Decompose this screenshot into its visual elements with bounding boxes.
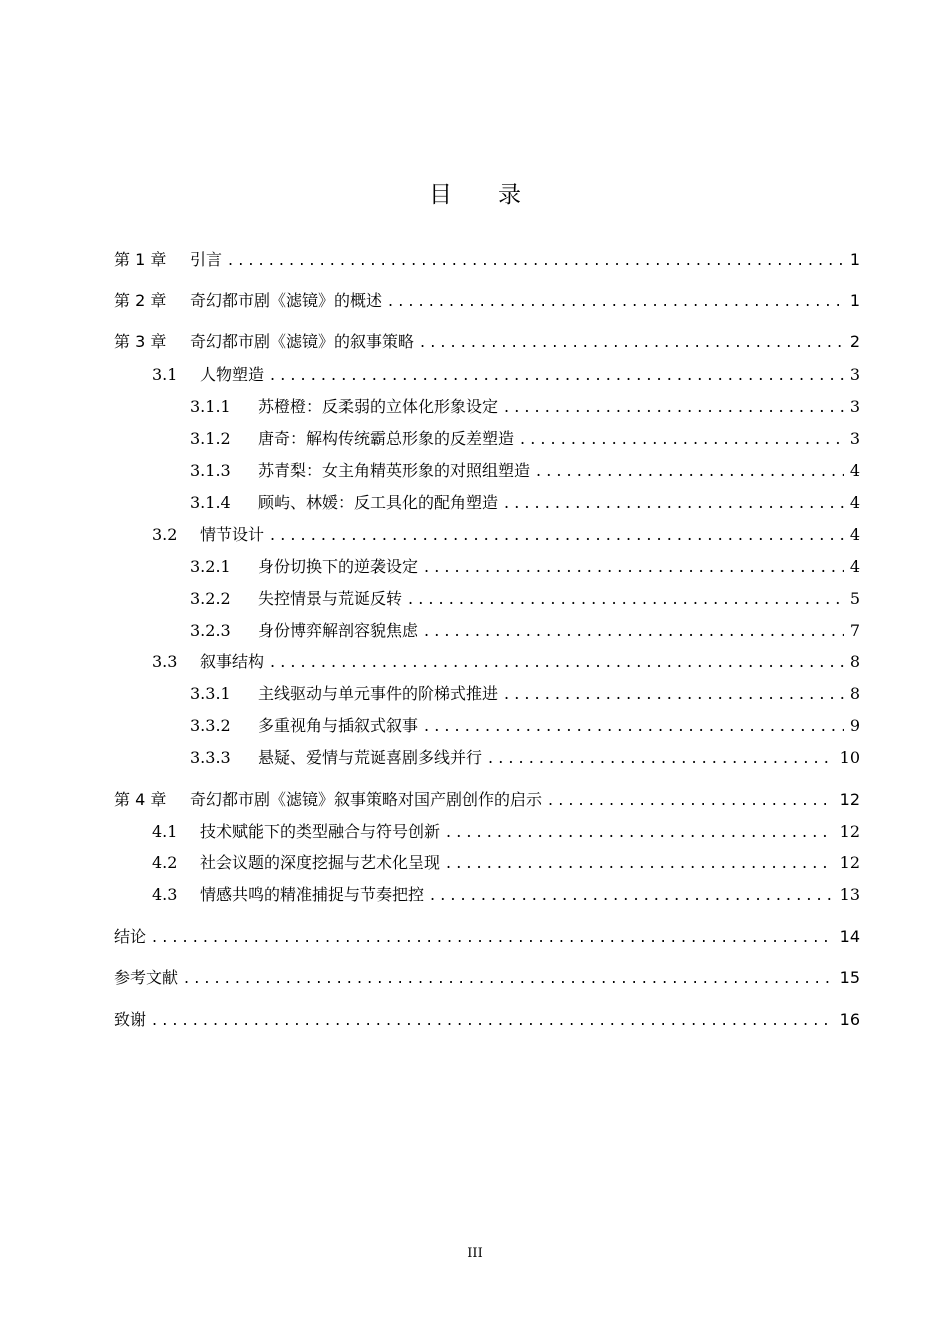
dot-leader: [446, 820, 834, 844]
toc-entry[interactable]: [114, 363, 860, 387]
toc-entry-page: 12: [839, 790, 860, 809]
toc-entry-number: 3.3: [152, 652, 178, 671]
toc-entry-number: 3.2.2: [190, 589, 231, 608]
toc-entry-page: 8: [849, 684, 860, 703]
toc-entry-text: 致谢: [114, 1010, 147, 1029]
toc-entry-text: 身份博弈解剖容貌焦虑: [258, 621, 419, 640]
dot-leader: [388, 289, 844, 313]
toc-entry-text: 顾屿、林媛：反工具化的配角塑造: [258, 493, 499, 512]
toc-entry[interactable]: [114, 523, 860, 547]
toc-entry-number: 4.1: [152, 822, 178, 841]
toc-entry-text: 苏橙橙：反柔弱的立体化形象设定: [258, 397, 499, 416]
toc-entry-page: 4: [849, 557, 860, 576]
toc-entry-text: 结论: [114, 927, 147, 946]
dot-leader: [424, 714, 844, 738]
dot-leader: [228, 248, 844, 272]
toc-entry-number: 3.2.3: [190, 621, 231, 640]
dot-leader: [446, 851, 834, 875]
toc-entry-page: 14: [839, 927, 860, 946]
toc-entry-text: 奇幻都市剧《滤镜》的概述: [190, 291, 383, 310]
toc-entry[interactable]: [114, 248, 860, 272]
toc-entry-text: 引言: [190, 250, 223, 269]
dot-leader: [270, 363, 844, 387]
toc-entry-page: 10: [839, 748, 860, 767]
toc-entry[interactable]: [114, 587, 860, 611]
dot-leader: [408, 587, 844, 611]
toc-entry-page: 15: [839, 968, 860, 987]
toc-entry-text: 奇幻都市剧《滤镜》的叙事策略: [190, 332, 415, 351]
toc-entry-number: 3.3.2: [190, 716, 231, 735]
toc-entry-page: 7: [849, 621, 860, 640]
dot-leader: [152, 1008, 834, 1032]
toc-entry-text: 参考文献: [114, 968, 179, 987]
page-number: III: [467, 1246, 483, 1261]
toc-entry-page: 8: [849, 652, 860, 671]
dot-leader: [520, 427, 844, 451]
toc-entry[interactable]: [114, 555, 860, 579]
dot-leader: [152, 925, 834, 949]
toc-title: 目录: [429, 182, 567, 208]
toc-entry-page: 2: [849, 332, 860, 351]
toc-entry-text: 情节设计: [200, 525, 265, 544]
toc-entry-text: 社会议题的深度挖掘与艺术化呈现: [200, 853, 441, 872]
toc-entry-page: 16: [839, 1010, 860, 1029]
toc-entry-text: 多重视角与插叙式叙事: [258, 716, 419, 735]
dot-leader: [424, 555, 844, 579]
toc-entry-page: 9: [849, 716, 860, 735]
toc-entry-text: 苏青梨：女主角精英形象的对照组塑造: [258, 461, 531, 480]
toc-entry-page: 1: [849, 250, 860, 269]
toc-entry-page: 3: [849, 397, 860, 416]
toc-entry[interactable]: [114, 330, 860, 354]
toc-entry-text: 唐奇：解构传统霸总形象的反差塑造: [258, 429, 515, 448]
toc-entry-text: 失控情景与荒诞反转: [258, 589, 403, 608]
toc-entry[interactable]: [114, 925, 860, 949]
toc-entry-page: 1: [849, 291, 860, 310]
toc-entry[interactable]: [114, 1008, 860, 1032]
toc-entry-text: 主线驱动与单元事件的阶梯式推进: [258, 684, 499, 703]
toc-entry-text: 技术赋能下的类型融合与符号创新: [200, 822, 441, 841]
toc-entry[interactable]: [114, 650, 860, 674]
toc-entry-number: 4.2: [152, 853, 178, 872]
dot-leader: [424, 619, 844, 643]
toc-entry[interactable]: [114, 883, 860, 907]
toc-entry-page: 4: [849, 461, 860, 480]
toc-entry-number: 3.1.3: [190, 461, 231, 480]
toc-entry[interactable]: [114, 395, 860, 419]
toc-entry-number: 第 4 章: [114, 790, 167, 809]
toc-entry[interactable]: [114, 459, 860, 483]
toc-entry-text: 身份切换下的逆袭设定: [258, 557, 419, 576]
toc-entry-number: 第 3 章: [114, 332, 167, 351]
toc-entry[interactable]: [114, 746, 860, 770]
toc-entry-number: 3.1.4: [190, 493, 231, 512]
toc-entry[interactable]: [114, 682, 860, 706]
toc-entry-number: 3.1.2: [190, 429, 231, 448]
toc-entry-text: 叙事结构: [200, 652, 265, 671]
dot-leader: [504, 682, 844, 706]
toc-entry[interactable]: [114, 851, 860, 875]
dot-leader: [488, 746, 834, 770]
dot-leader: [184, 966, 834, 990]
toc-entry-number: 3.2: [152, 525, 178, 544]
toc-entry-page: 13: [839, 885, 860, 904]
toc-entry[interactable]: [114, 714, 860, 738]
dot-leader: [430, 883, 834, 907]
toc-entry-page: 4: [849, 525, 860, 544]
toc-entry-number: 3.1: [152, 365, 178, 384]
toc-entry[interactable]: [114, 427, 860, 451]
toc-entry[interactable]: [114, 619, 860, 643]
toc-entry[interactable]: [114, 289, 860, 313]
dot-leader: [270, 523, 844, 547]
toc-entry-number: 3.2.1: [190, 557, 231, 576]
toc-entry-text: 人物塑造: [200, 365, 265, 384]
toc-entry-number: 第 1 章: [114, 250, 167, 269]
toc-entry-number: 第 2 章: [114, 291, 167, 310]
dot-leader: [548, 788, 834, 812]
toc-entry-number: 3.3.1: [190, 684, 231, 703]
toc-entry-page: 4: [849, 493, 860, 512]
toc-entry[interactable]: [114, 491, 860, 515]
toc-entry-page: 12: [839, 853, 860, 872]
toc-entry[interactable]: [114, 788, 860, 812]
toc-entry-number: 4.3: [152, 885, 178, 904]
toc-entry-text: 奇幻都市剧《滤镜》叙事策略对国产剧创作的启示: [190, 790, 543, 809]
toc-entry[interactable]: [114, 966, 860, 990]
toc-entry-page: 12: [839, 822, 860, 841]
dot-leader: [420, 330, 844, 354]
toc-entry-number: 3.1.1: [190, 397, 231, 416]
toc-entry-number: 3.3.3: [190, 748, 231, 767]
dot-leader: [270, 650, 844, 674]
dot-leader: [504, 491, 844, 515]
toc-entry[interactable]: [114, 820, 860, 844]
toc-entry-page: 3: [849, 429, 860, 448]
dot-leader: [504, 395, 844, 419]
toc-entry-page: 3: [849, 365, 860, 384]
dot-leader: [536, 459, 844, 483]
toc-entry-text: 情感共鸣的精准捕捉与节奏把控: [200, 885, 425, 904]
toc-entry-text: 悬疑、爱情与荒诞喜剧多线并行: [258, 748, 483, 767]
toc-entry-page: 5: [849, 589, 860, 608]
